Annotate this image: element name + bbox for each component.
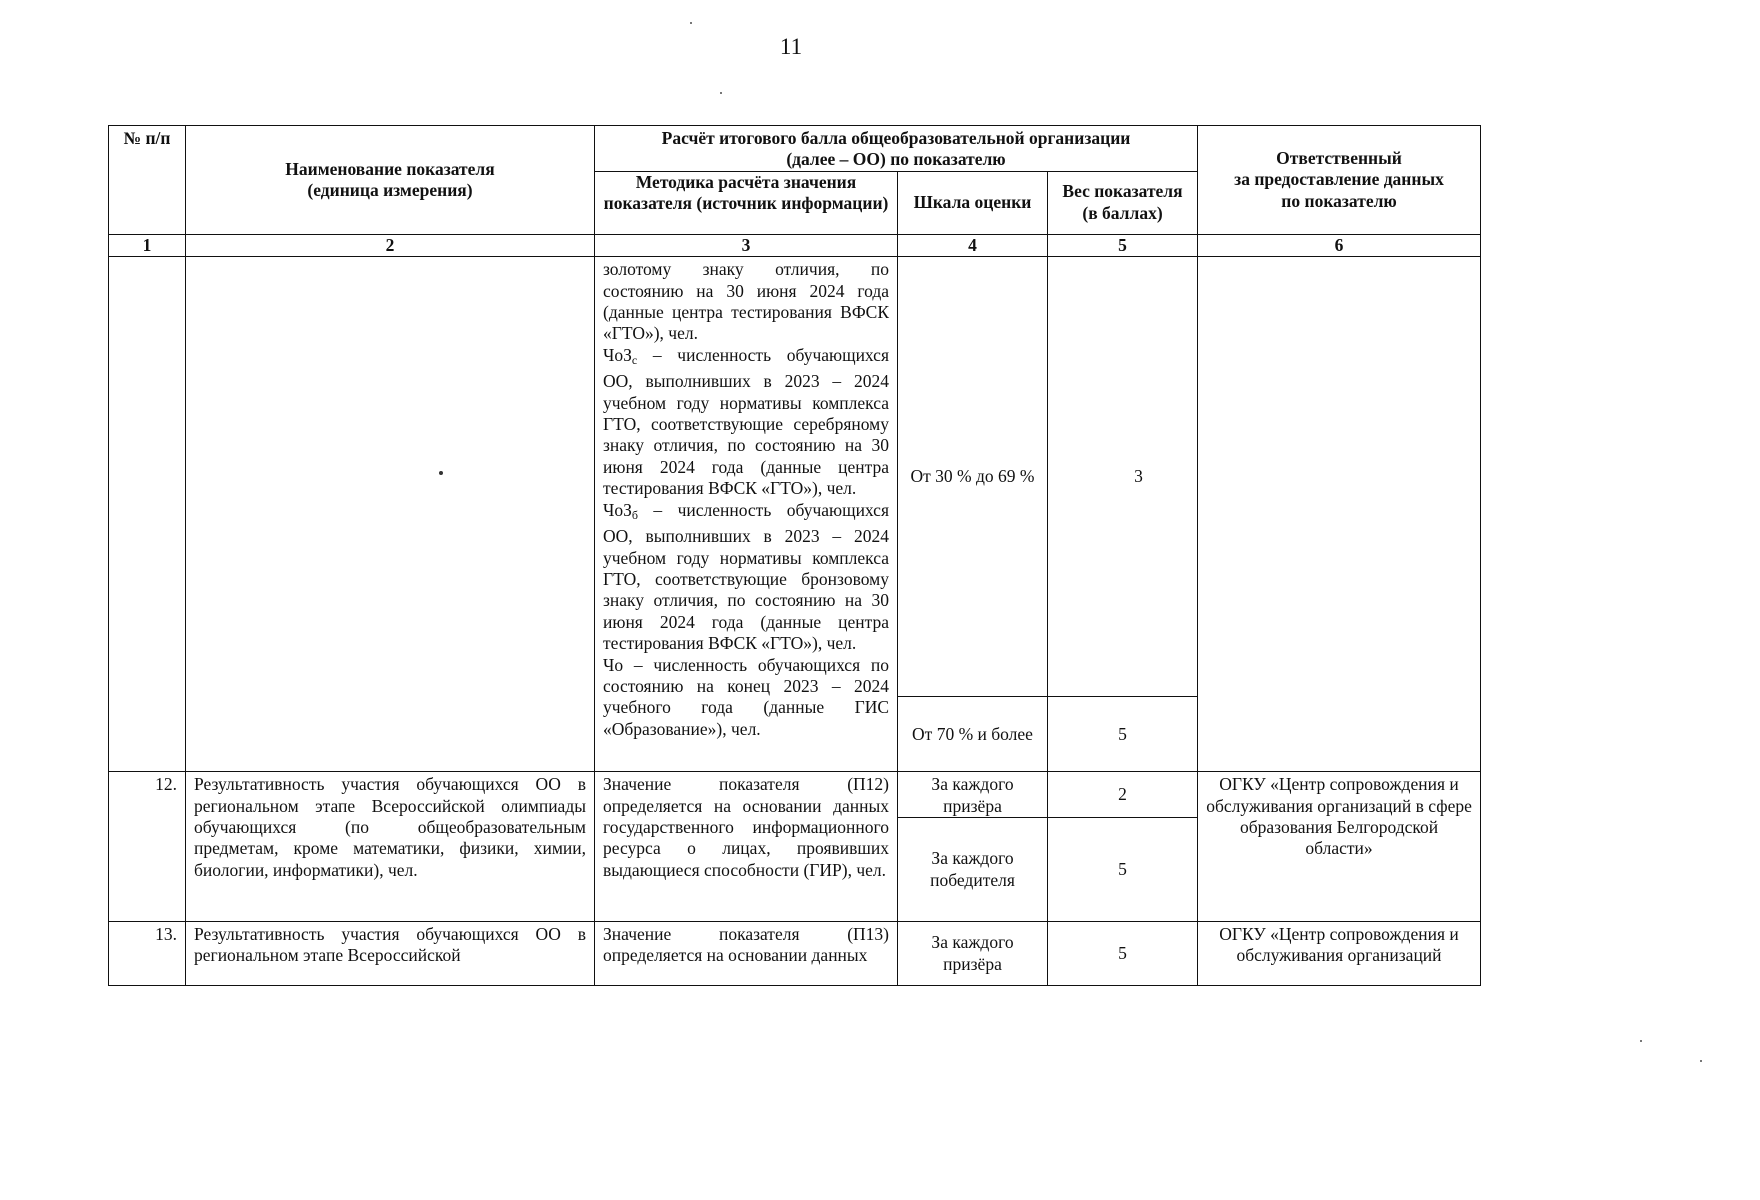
column-number-6: 6 [1198, 234, 1481, 256]
header-number-label: № п/п [123, 128, 171, 148]
header-indicator-name-line2: (единица измерения) [307, 180, 473, 201]
var-sub-s: с [631, 352, 638, 367]
header-method-label: Методика расчёта значения показателя (источник информации) [603, 171, 889, 214]
header-calculation-group [595, 126, 1198, 172]
continued-weight-2: 5 [1048, 697, 1198, 772]
var-sub-b: б [631, 507, 638, 522]
row-13-number: 13. [109, 922, 186, 986]
column-numbers-row [109, 234, 1481, 256]
method-silver-text: – численность обучающихся ОО, выполнивших в 2023 – 2024 учебном году нормативы комплекса ГТО, соответствующие серебряному знаку отличия, по состоянию на 30 июня 2024 года (данные центра тестирования ВФСК «ГТО»), чел. [603, 344, 889, 499]
header-method [595, 171, 898, 234]
scan-speck [720, 92, 722, 94]
header-scale-label: Шкала оценки [913, 192, 1032, 213]
header-calculation-line1: Расчёт итогового балла общеобразовательной организации [661, 128, 1131, 148]
scan-speck [690, 22, 692, 24]
header-row-1 [109, 126, 1481, 172]
row-13-method: Значение показателя (П13) определяется на основании данных [595, 922, 898, 986]
stray-dot [439, 471, 443, 475]
row-13-name: Результативность участия обучающихся ОО в региональном этапе Всероссийской [186, 922, 595, 986]
header-responsible-line2: за предоставление данных [1234, 169, 1444, 190]
row-12-method: Значение показателя (П12) определяется на основании данных государственного информационного ресурса о лицах, проявивших выдающиеся способности (ГИР), чел. [595, 772, 898, 922]
row-12-scale-2: За каждого победителя [898, 818, 1048, 922]
column-number-2: 2 [186, 234, 595, 256]
method-paragraph-silver [603, 345, 889, 500]
header-responsible-line3: по показателю [1281, 190, 1397, 211]
header-weight-line1: Вес показателя [1062, 181, 1183, 202]
var-choz-b: ЧоЗ [603, 499, 632, 520]
indicators-table [108, 125, 1481, 986]
continued-row-part1 [109, 257, 1481, 697]
row-12-part1 [109, 772, 1481, 818]
column-number-5: 5 [1048, 234, 1198, 256]
continued-responsible-cell [1198, 257, 1481, 772]
column-number-3: 3 [595, 234, 898, 256]
header-indicator-name-line1: Наименование показателя [285, 159, 495, 179]
column-number-4: 4 [898, 234, 1048, 256]
scan-speck [1640, 1040, 1642, 1042]
scan-speck [1700, 1060, 1702, 1062]
var-choz: ЧоЗ [603, 344, 632, 365]
continued-number-cell [109, 257, 186, 772]
continued-name-cell [186, 257, 595, 772]
header-calculation-line2: (далее – ОО) по показателю [786, 149, 1006, 170]
header-scale [898, 171, 1048, 234]
row-13-weight-1: 5 [1048, 922, 1198, 986]
header-responsible-line1: Ответственный [1276, 147, 1402, 168]
continued-scale-2: От 70 % и более [898, 697, 1048, 772]
row-12-responsible: ОГКУ «Центр сопровождения и обслуживания организаций в сфере образования Белгородской области» [1198, 772, 1481, 922]
row-12-weight-1: 2 [1048, 772, 1198, 818]
continued-weight-1: 3 [1048, 257, 1198, 697]
row-12-name: Результативность участия обучающихся ОО в региональном этапе Всероссийской олимпиады обучающихся (по общеобразовательным предметам, кроме математики, физики, химии, биологии, информатики), чел. [186, 772, 595, 922]
row-12-weight-2: 5 [1048, 818, 1198, 922]
row-13-scale-1: За каждого призёра [898, 922, 1048, 986]
header-number [109, 126, 186, 235]
header-responsible [1198, 126, 1481, 235]
method-paragraph-total: Чо – численность обучающихся по состоянию на конец 2023 – 2024 учебного года (данные ГИС «Образование»), чел. [603, 654, 889, 739]
continued-scale-1: От 30 % до 69 % [898, 257, 1048, 697]
row-12-scale-1: За каждого призёра [898, 772, 1048, 818]
row-13-responsible: ОГКУ «Центр сопровождения и обслуживания организаций [1198, 922, 1481, 986]
column-number-1: 1 [109, 234, 186, 256]
page-number: 11 [779, 34, 803, 59]
method-paragraph-gold: золотому знаку отличия, по состоянию на 30 июня 2024 года (данные центра тестирования ВФСК «ГТО»), чел. [603, 259, 889, 344]
row-12-number: 12. [109, 772, 186, 922]
method-paragraph-bronze [603, 500, 889, 655]
method-bronze-text: – численность обучающихся ОО, выполнивших в 2023 – 2024 учебном году нормативы комплекса ГТО, соответствующие бронзовому знаку отличия, по состоянию на 30 июня 2024 года (данные центра тестирования ВФСК «ГТО»), чел. [603, 499, 889, 654]
header-weight-line2: (в баллах) [1082, 202, 1163, 223]
continued-method-cell [595, 257, 898, 772]
header-indicator-name [186, 126, 595, 235]
header-weight [1048, 171, 1198, 234]
row-13 [109, 922, 1481, 986]
